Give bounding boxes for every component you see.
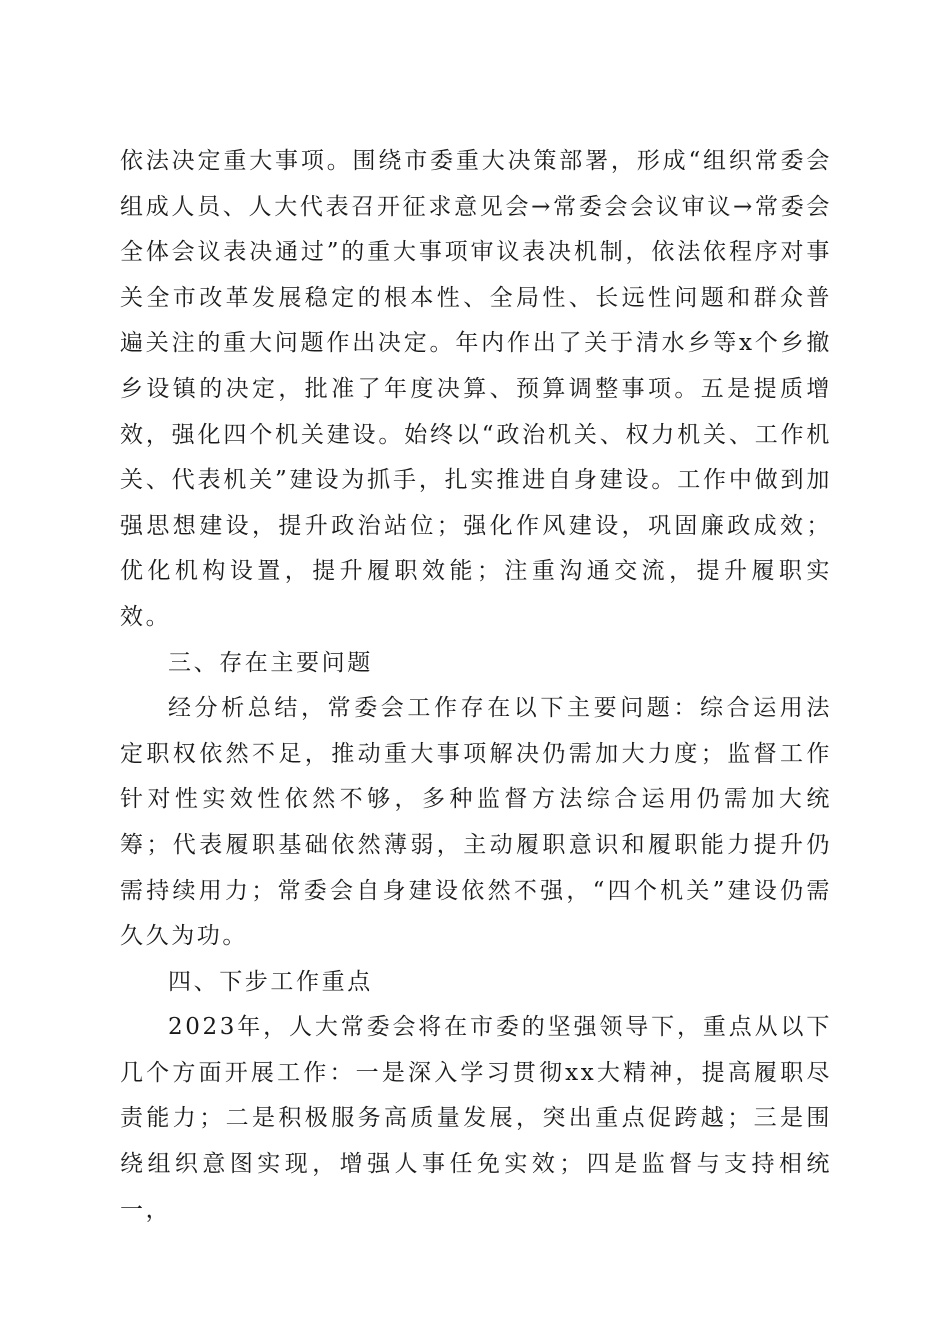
section-heading-problems: 三、存在主要问题 xyxy=(168,649,373,676)
section-heading-next-steps: 四、下步工作重点 xyxy=(168,968,373,995)
paragraph-next-steps: 2023年，人大常委会将在市委的坚强领导下，重点从以下几个方面开展工作：一是深入学习贯彻xx大精神，提高履职尽责能力；二是积极服务高质量发展，突出重点促跨越；三是围绕组织意图实现，增强人事任免实效；四是监督与支持相统一， xyxy=(120,1014,832,1223)
document-body xyxy=(120,139,832,1233)
paragraph-problems: 经分析总结，常委会工作存在以下主要问题：综合运用法定职权依然不足，推动重大事项解决仍需加大力度；监督工作针对性实效性依然不够，多种监督方法综合运用仍需加大统筹；代表履职基础依然薄弱，主动履职意识和履职能力提升仍需持续用力；常委会自身建设依然不强，“四个机关”建设仍需久久为功。 xyxy=(120,695,832,950)
paragraph-continuation: 依法决定重大事项。围绕市委重大决策部署，形成“组织常委会组成人员、人大代表召开征求意见会→常委会会议审议→常委会全体会议表决通过”的重大事项审议表决机制，依法依程序对事关全市改革发展稳定的根本性、全局性、长远性问题和群众普遍关注的重大问题作出决定。年内作出了关于清水乡等x个乡撤乡设镇的决定，批准了年度决算、预算调整事项。五是提质增效，强化四个机关建设。始终以“政治机关、权力机关、工作机关、代表机关”建设为抓手，扎实推进自身建设。工作中做到加强思想建设，提升政治站位；强化作风建设，巩固廉政成效；优化机构设置，提升履职效能；注重沟通交流，提升履职实效。 xyxy=(120,148,832,630)
